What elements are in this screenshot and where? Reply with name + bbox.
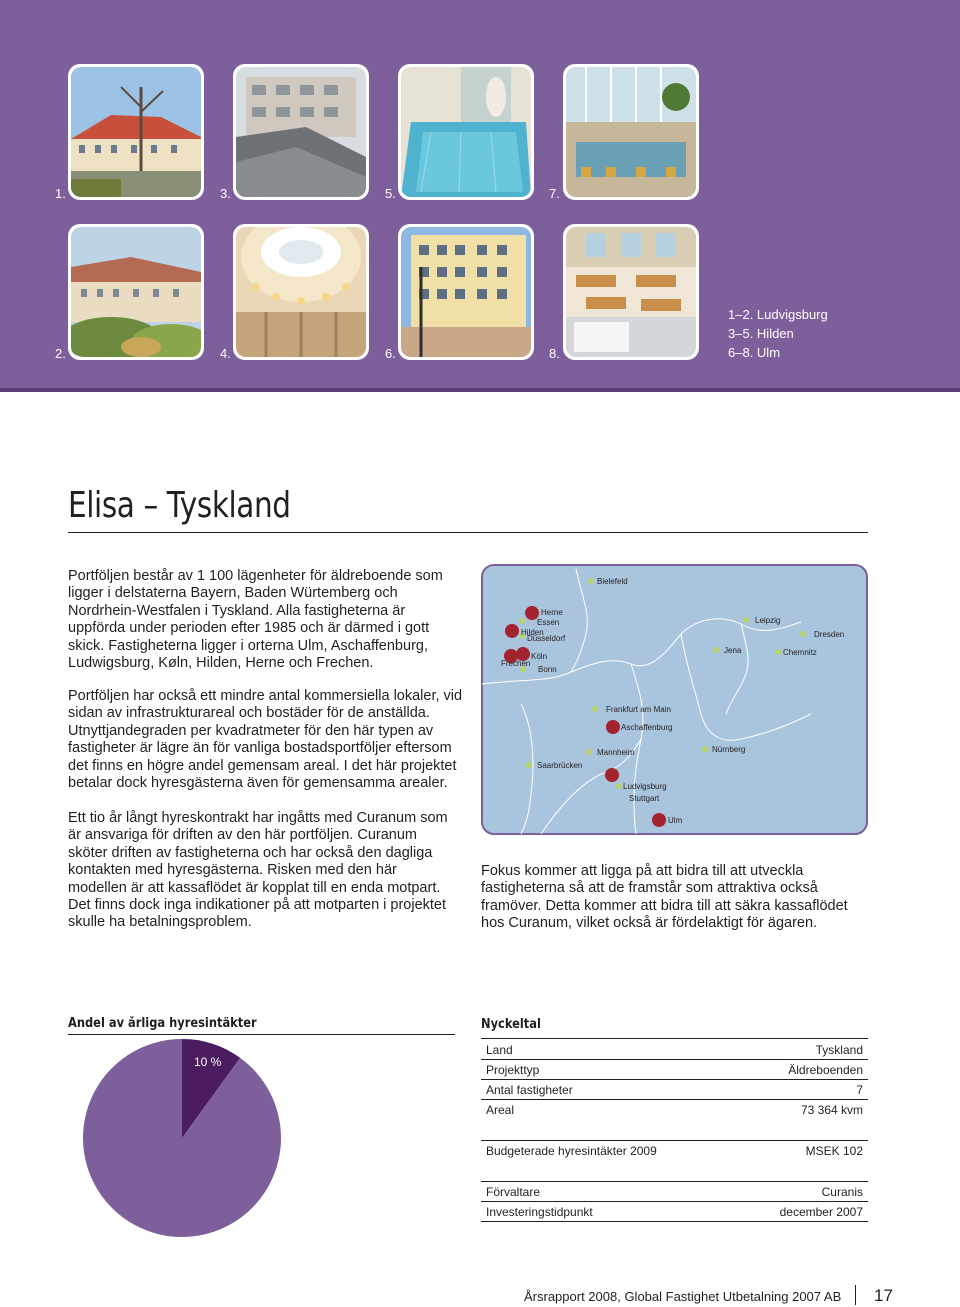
map-label-frechen: Frechen	[501, 659, 531, 668]
map-label-leipzig: Leipzig	[755, 616, 781, 625]
photo-hilden-atrium	[233, 224, 369, 360]
map-label-essen: Essen	[537, 618, 560, 627]
table-spacer	[481, 1161, 868, 1182]
row-value: Tyskland	[815, 1043, 863, 1057]
income-chart-title: Andel av årliga hyresintäkter	[68, 1016, 257, 1031]
caption-line: 1–2. Ludvigsburg	[728, 307, 828, 322]
photo-number: 2.	[55, 346, 66, 361]
pie-slice	[83, 1039, 281, 1237]
table-row	[481, 1060, 868, 1080]
map-label-chemnitz: Chemnitz	[783, 648, 817, 657]
income-pie-chart	[82, 1038, 282, 1238]
paragraph-focus: Fokus kommer att ligga på att bidra till att utveckla fastigheterna så att de framstår som attraktiva också framöver. Detta kommer att bidra till att säkra kassaflödet hos Curanum, vilket också är fördelaktigt för ägaren.	[481, 863, 848, 932]
key-figures-title: Nyckeltal	[481, 1017, 541, 1032]
map-label-dusseldorf: Düsseldorf	[527, 634, 566, 643]
photo-banner	[0, 0, 960, 392]
caption-line: 6–8. Ulm	[728, 345, 781, 360]
row-value: Äldreboenden	[788, 1063, 863, 1077]
table-row	[481, 1080, 868, 1100]
map-label-bonn: Bonn	[538, 665, 557, 674]
map-label-herne: Herne	[541, 608, 563, 617]
row-value: Curanis	[821, 1185, 863, 1199]
row-value: december 2007	[779, 1205, 863, 1219]
page-number: 17	[874, 1286, 893, 1305]
row-value: 7	[856, 1083, 863, 1097]
photo-number: 4.	[220, 346, 231, 361]
row-label: Antal fastigheter	[486, 1083, 573, 1097]
income-chart-divider	[68, 1034, 455, 1035]
map-label-jena: Jena	[724, 646, 742, 655]
footer-text: Årsrapport 2008, Global Fastighet Utbetalning 2007 AB	[524, 1289, 842, 1304]
row-label: Land	[486, 1043, 513, 1057]
photo-number: 1.	[55, 186, 66, 201]
photo-ludvigsburg-exterior	[68, 64, 204, 200]
row-label: Investeringstidpunkt	[486, 1205, 593, 1219]
table-row	[481, 1100, 868, 1120]
map-label-ludvigsburg: Ludvigsburg	[623, 782, 667, 791]
page-title: Elisa – Tyskland	[68, 485, 291, 526]
photo-number: 8.	[549, 346, 560, 361]
map-label-dresden: Dresden	[814, 630, 845, 639]
row-label: Förvaltare	[486, 1185, 541, 1199]
paragraph-commercial: Portföljen har också ett mindre antal kommersiella lokaler, vid sidan av infrastrukturareal och bostäder för de anställda. Utnyttjandegraden per kvadratmeter för den här typen av fastigheter är lägre än för vanliga bostadsportföljer eftersom det finns en högre andel gemensam areal. I det här projektet betalar dock hyresgästerna även för gemensamma arealer.	[68, 688, 463, 792]
photo-hilden-dining	[563, 64, 699, 200]
footer-divider	[855, 1285, 856, 1305]
map-label-bielefeld: Bielefeld	[597, 577, 628, 586]
map-label-nurnberg: Nürnberg	[712, 745, 746, 754]
photo-number: 3.	[220, 186, 231, 201]
table-row	[481, 1040, 868, 1060]
pie-slice-label: 10 %	[194, 1055, 222, 1069]
photo-hilden-exterior	[233, 64, 369, 200]
map-label-aschaffenburg: Aschaffenburg	[621, 723, 673, 732]
photo-number: 7.	[549, 186, 560, 201]
photo-hilden-pool	[398, 64, 534, 200]
table-spacer	[481, 1120, 868, 1141]
table-row	[481, 1202, 868, 1222]
map-label-frankfurt: Frankfurt am Main	[606, 705, 671, 714]
map-label-ulm: Ulm	[668, 816, 683, 825]
row-value: MSEK 102	[805, 1144, 863, 1158]
map-label-hilden: Hilden	[521, 628, 544, 637]
title-divider	[68, 532, 868, 533]
photo-ulm-dining	[563, 224, 699, 360]
table-row	[481, 1141, 868, 1161]
row-label: Projekttyp	[486, 1063, 540, 1077]
row-label: Budgeterade hyresintäkter 2009	[486, 1144, 657, 1158]
map-label-mannheim: Mannheim	[597, 748, 635, 757]
paragraph-contract: Ett tio år långt hyreskontrakt har ingåtts med Curanum som är ansvariga för driften av den här portföljen. Curanum sköter driften av fastigheterna och har också den dagliga kontakten med hyresgästerna. Risken med den här modellen är att kassaflödet är kopplat till en enda motpart. Det finns dock inga indikationer på att motparten i projektet skulle ha betalningsproblem.	[68, 810, 448, 931]
map-label-saarbrucken: Saarbrücken	[537, 761, 583, 770]
table-row	[481, 1182, 868, 1202]
row-label: Areal	[486, 1103, 515, 1117]
photo-number: 5.	[385, 186, 396, 201]
photo-captions	[728, 305, 828, 362]
photo-number: 6.	[385, 346, 396, 361]
row-value: 73 364 kvm	[800, 1103, 863, 1117]
photo-ulm-exterior	[398, 224, 534, 360]
map-label-koln: Köln	[531, 652, 548, 661]
photo-ludvigsburg-garden	[68, 224, 204, 360]
paragraph-portfolio: Portföljen består av 1 100 lägenheter för äldreboende som ligger i delstaterna Bayern, Baden Würtemberg och Nordrhein-Westfalen i Tyskland. Alla fastigheterna är uppförda under perioden efter 1985 och är därmed i gott skick. Fastigheterna ligger i orterna Ulm, Aschaffenburg, Ludwigsburg, Køln, Hilden, Herne och Frechen.	[68, 568, 443, 672]
caption-line: 3–5. Hilden	[728, 326, 794, 341]
germany-map	[481, 564, 868, 835]
key-figures-divider	[481, 1038, 868, 1039]
map-label-stuttgart: Stuttgart	[629, 794, 660, 803]
key-figures-table	[481, 1040, 868, 1222]
